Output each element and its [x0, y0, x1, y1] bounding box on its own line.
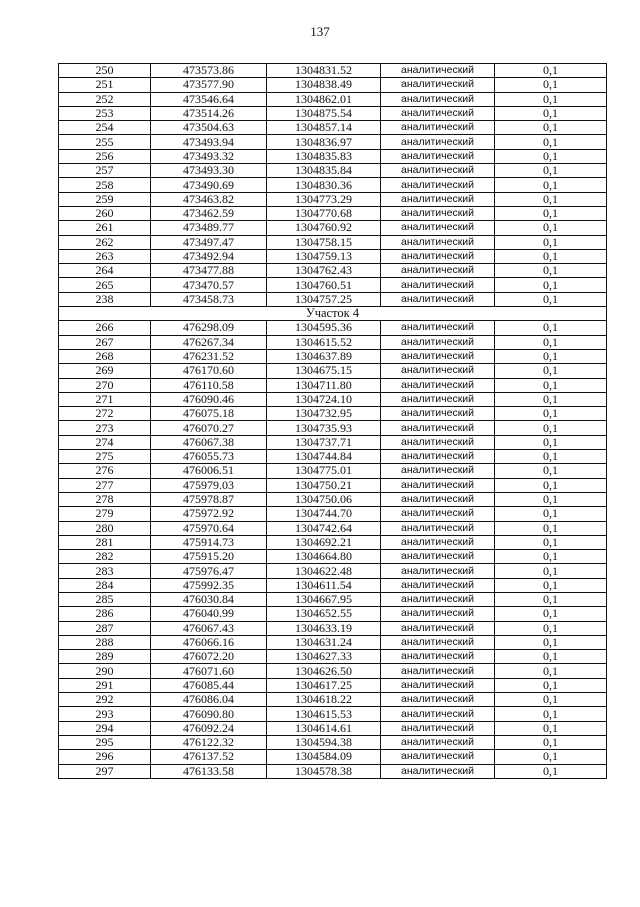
x-coordinate-cell: 473463.82: [151, 192, 267, 206]
x-coordinate-cell: 473493.30: [151, 164, 267, 178]
x-coordinate-cell: 476133.58: [151, 764, 267, 778]
table-row: [59, 206, 607, 220]
y-coordinate-cell: 1304750.06: [267, 492, 381, 506]
accuracy-cell: 0,1: [495, 450, 607, 464]
accuracy-cell: 0,1: [495, 464, 607, 478]
accuracy-cell: 0,1: [495, 149, 607, 163]
y-coordinate-cell: 1304835.84: [267, 164, 381, 178]
method-cell: аналитический: [381, 206, 495, 220]
table-row: [59, 750, 607, 764]
table-row: [59, 721, 607, 735]
point-number-cell: 250: [59, 64, 151, 78]
point-number-cell: 289: [59, 650, 151, 664]
point-number-cell: 270: [59, 378, 151, 392]
accuracy-cell: 0,1: [495, 678, 607, 692]
method-cell: аналитический: [381, 221, 495, 235]
table-row: [59, 135, 607, 149]
point-number-cell: 294: [59, 721, 151, 735]
point-number-cell: 290: [59, 664, 151, 678]
accuracy-cell: 0,1: [495, 235, 607, 249]
table-row: [59, 664, 607, 678]
accuracy-cell: 0,1: [495, 292, 607, 306]
accuracy-cell: 0,1: [495, 335, 607, 349]
accuracy-cell: 0,1: [495, 621, 607, 635]
accuracy-cell: 0,1: [495, 521, 607, 535]
y-coordinate-cell: 1304857.14: [267, 121, 381, 135]
x-coordinate-cell: 475979.03: [151, 478, 267, 492]
method-cell: аналитический: [381, 478, 495, 492]
y-coordinate-cell: 1304667.95: [267, 592, 381, 606]
table-row: [59, 635, 607, 649]
method-cell: аналитический: [381, 750, 495, 764]
accuracy-cell: 0,1: [495, 192, 607, 206]
accuracy-cell: 0,1: [495, 492, 607, 506]
accuracy-cell: 0,1: [495, 321, 607, 335]
method-cell: аналитический: [381, 693, 495, 707]
y-coordinate-cell: 1304775.01: [267, 464, 381, 478]
y-coordinate-cell: 1304770.68: [267, 206, 381, 220]
y-coordinate-cell: 1304732.95: [267, 407, 381, 421]
table-row: [59, 335, 607, 349]
accuracy-cell: 0,1: [495, 535, 607, 549]
point-number-cell: 262: [59, 235, 151, 249]
x-coordinate-cell: 476066.16: [151, 635, 267, 649]
y-coordinate-cell: 1304762.43: [267, 264, 381, 278]
x-coordinate-cell: 476075.18: [151, 407, 267, 421]
point-number-cell: 265: [59, 278, 151, 292]
method-cell: аналитический: [381, 278, 495, 292]
x-coordinate-cell: 473497.47: [151, 235, 267, 249]
method-cell: аналитический: [381, 550, 495, 564]
point-number-cell: 297: [59, 764, 151, 778]
accuracy-cell: 0,1: [495, 364, 607, 378]
method-cell: аналитический: [381, 621, 495, 635]
point-number-cell: 256: [59, 149, 151, 163]
point-number-cell: 269: [59, 364, 151, 378]
x-coordinate-cell: 476122.32: [151, 735, 267, 749]
x-coordinate-cell: 476090.80: [151, 707, 267, 721]
method-cell: аналитический: [381, 106, 495, 120]
accuracy-cell: 0,1: [495, 221, 607, 235]
point-number-cell: 258: [59, 178, 151, 192]
table-row: [59, 707, 607, 721]
method-cell: аналитический: [381, 135, 495, 149]
method-cell: аналитический: [381, 392, 495, 406]
table-row: [59, 607, 607, 621]
point-number-cell: 268: [59, 349, 151, 363]
method-cell: аналитический: [381, 635, 495, 649]
accuracy-cell: 0,1: [495, 164, 607, 178]
x-coordinate-cell: 476267.34: [151, 335, 267, 349]
accuracy-cell: 0,1: [495, 392, 607, 406]
x-coordinate-cell: 473504.63: [151, 121, 267, 135]
point-number-cell: 287: [59, 621, 151, 635]
x-coordinate-cell: 476030.84: [151, 592, 267, 606]
method-cell: аналитический: [381, 678, 495, 692]
y-coordinate-cell: 1304615.52: [267, 335, 381, 349]
table-row: [59, 378, 607, 392]
method-cell: аналитический: [381, 121, 495, 135]
accuracy-cell: 0,1: [495, 249, 607, 263]
table-row: [59, 564, 607, 578]
x-coordinate-cell: 473470.57: [151, 278, 267, 292]
x-coordinate-cell: 473573.86: [151, 64, 267, 78]
method-cell: аналитический: [381, 249, 495, 263]
x-coordinate-cell: 476110.58: [151, 378, 267, 392]
point-number-cell: 295: [59, 735, 151, 749]
point-number-cell: 263: [59, 249, 151, 263]
method-cell: аналитический: [381, 592, 495, 606]
y-coordinate-cell: 1304744.84: [267, 450, 381, 464]
point-number-cell: 266: [59, 321, 151, 335]
x-coordinate-cell: 473477.88: [151, 264, 267, 278]
x-coordinate-cell: 475914.73: [151, 535, 267, 549]
y-coordinate-cell: 1304831.52: [267, 64, 381, 78]
y-coordinate-cell: 1304622.48: [267, 564, 381, 578]
y-coordinate-cell: 1304615.53: [267, 707, 381, 721]
y-coordinate-cell: 1304711.80: [267, 378, 381, 392]
point-number-cell: 285: [59, 592, 151, 606]
point-number-cell: 260: [59, 206, 151, 220]
point-number-cell: 259: [59, 192, 151, 206]
accuracy-cell: 0,1: [495, 650, 607, 664]
point-number-cell: 281: [59, 535, 151, 549]
x-coordinate-cell: 473514.26: [151, 106, 267, 120]
method-cell: аналитический: [381, 507, 495, 521]
section-header-row: [59, 307, 607, 321]
table-row: [59, 349, 607, 363]
accuracy-cell: 0,1: [495, 707, 607, 721]
method-cell: аналитический: [381, 521, 495, 535]
table-row: [59, 78, 607, 92]
accuracy-cell: 0,1: [495, 592, 607, 606]
point-number-cell: 264: [59, 264, 151, 278]
y-coordinate-cell: 1304759.13: [267, 249, 381, 263]
x-coordinate-cell: 473462.59: [151, 206, 267, 220]
accuracy-cell: 0,1: [495, 693, 607, 707]
x-coordinate-cell: 473490.69: [151, 178, 267, 192]
point-number-cell: 261: [59, 221, 151, 235]
table-row: [59, 221, 607, 235]
y-coordinate-cell: 1304664.80: [267, 550, 381, 564]
table-row: [59, 621, 607, 635]
method-cell: аналитический: [381, 192, 495, 206]
table-row: [59, 478, 607, 492]
method-cell: аналитический: [381, 464, 495, 478]
accuracy-cell: 0,1: [495, 635, 607, 649]
point-number-cell: 255: [59, 135, 151, 149]
accuracy-cell: 0,1: [495, 607, 607, 621]
method-cell: аналитический: [381, 364, 495, 378]
point-number-cell: 291: [59, 678, 151, 692]
y-coordinate-cell: 1304594.38: [267, 735, 381, 749]
y-coordinate-cell: 1304875.54: [267, 106, 381, 120]
y-coordinate-cell: 1304595.36: [267, 321, 381, 335]
table-row: [59, 235, 607, 249]
y-coordinate-cell: 1304675.15: [267, 364, 381, 378]
table-row: [59, 492, 607, 506]
point-number-cell: 251: [59, 78, 151, 92]
x-coordinate-cell: 476137.52: [151, 750, 267, 764]
accuracy-cell: 0,1: [495, 721, 607, 735]
table-row: [59, 392, 607, 406]
y-coordinate-cell: 1304611.54: [267, 578, 381, 592]
method-cell: аналитический: [381, 535, 495, 549]
point-number-cell: 283: [59, 564, 151, 578]
table-row: [59, 693, 607, 707]
accuracy-cell: 0,1: [495, 735, 607, 749]
accuracy-cell: 0,1: [495, 206, 607, 220]
y-coordinate-cell: 1304757.25: [267, 292, 381, 306]
table-row: [59, 521, 607, 535]
y-coordinate-cell: 1304617.25: [267, 678, 381, 692]
x-coordinate-cell: 476170.60: [151, 364, 267, 378]
y-coordinate-cell: 1304692.21: [267, 535, 381, 549]
method-cell: аналитический: [381, 264, 495, 278]
point-number-cell: 280: [59, 521, 151, 535]
y-coordinate-cell: 1304830.36: [267, 178, 381, 192]
x-coordinate-cell: 473546.64: [151, 92, 267, 106]
accuracy-cell: 0,1: [495, 378, 607, 392]
method-cell: аналитический: [381, 492, 495, 506]
point-number-cell: 288: [59, 635, 151, 649]
method-cell: аналитический: [381, 735, 495, 749]
accuracy-cell: 0,1: [495, 135, 607, 149]
x-coordinate-cell: 476055.73: [151, 450, 267, 464]
y-coordinate-cell: 1304862.01: [267, 92, 381, 106]
table-row: [59, 321, 607, 335]
method-cell: аналитический: [381, 435, 495, 449]
x-coordinate-cell: 473492.94: [151, 249, 267, 263]
accuracy-cell: 0,1: [495, 78, 607, 92]
table-row: [59, 278, 607, 292]
method-cell: аналитический: [381, 450, 495, 464]
point-number-cell: 273: [59, 421, 151, 435]
point-number-cell: 284: [59, 578, 151, 592]
accuracy-cell: 0,1: [495, 550, 607, 564]
point-number-cell: 274: [59, 435, 151, 449]
x-coordinate-cell: 476067.43: [151, 621, 267, 635]
accuracy-cell: 0,1: [495, 421, 607, 435]
method-cell: аналитический: [381, 78, 495, 92]
accuracy-cell: 0,1: [495, 578, 607, 592]
table-row: [59, 192, 607, 206]
x-coordinate-cell: 476085.44: [151, 678, 267, 692]
y-coordinate-cell: 1304835.83: [267, 149, 381, 163]
point-number-cell: 286: [59, 607, 151, 621]
method-cell: аналитический: [381, 564, 495, 578]
y-coordinate-cell: 1304633.19: [267, 621, 381, 635]
accuracy-cell: 0,1: [495, 507, 607, 521]
method-cell: аналитический: [381, 349, 495, 363]
accuracy-cell: 0,1: [495, 264, 607, 278]
table-row: [59, 92, 607, 106]
x-coordinate-cell: 473458.73: [151, 292, 267, 306]
y-coordinate-cell: 1304618.22: [267, 693, 381, 707]
y-coordinate-cell: 1304750.21: [267, 478, 381, 492]
y-coordinate-cell: 1304735.93: [267, 421, 381, 435]
method-cell: аналитический: [381, 764, 495, 778]
accuracy-cell: 0,1: [495, 564, 607, 578]
coordinates-table: [58, 63, 607, 779]
x-coordinate-cell: 475976.47: [151, 564, 267, 578]
method-cell: аналитический: [381, 92, 495, 106]
y-coordinate-cell: 1304724.10: [267, 392, 381, 406]
method-cell: аналитический: [381, 149, 495, 163]
x-coordinate-cell: 476006.51: [151, 464, 267, 478]
table-row: [59, 550, 607, 564]
x-coordinate-cell: 476040.99: [151, 607, 267, 621]
accuracy-cell: 0,1: [495, 278, 607, 292]
x-coordinate-cell: 476070.27: [151, 421, 267, 435]
y-coordinate-cell: 1304614.61: [267, 721, 381, 735]
accuracy-cell: 0,1: [495, 106, 607, 120]
y-coordinate-cell: 1304760.92: [267, 221, 381, 235]
point-number-cell: 272: [59, 407, 151, 421]
accuracy-cell: 0,1: [495, 178, 607, 192]
y-coordinate-cell: 1304737.71: [267, 435, 381, 449]
x-coordinate-cell: 473489.77: [151, 221, 267, 235]
accuracy-cell: 0,1: [495, 478, 607, 492]
x-coordinate-cell: 476067.38: [151, 435, 267, 449]
method-cell: аналитический: [381, 235, 495, 249]
point-number-cell: 254: [59, 121, 151, 135]
method-cell: аналитический: [381, 707, 495, 721]
table-row: [59, 407, 607, 421]
accuracy-cell: 0,1: [495, 64, 607, 78]
point-number-cell: 292: [59, 693, 151, 707]
point-number-cell: 271: [59, 392, 151, 406]
method-cell: аналитический: [381, 64, 495, 78]
method-cell: аналитический: [381, 292, 495, 306]
table-row: [59, 764, 607, 778]
accuracy-cell: 0,1: [495, 349, 607, 363]
x-coordinate-cell: 475972.92: [151, 507, 267, 521]
y-coordinate-cell: 1304760.51: [267, 278, 381, 292]
y-coordinate-cell: 1304637.89: [267, 349, 381, 363]
x-coordinate-cell: 475978.87: [151, 492, 267, 506]
table-row: [59, 149, 607, 163]
y-coordinate-cell: 1304773.29: [267, 192, 381, 206]
point-number-cell: 296: [59, 750, 151, 764]
x-coordinate-cell: 475992.35: [151, 578, 267, 592]
table-row: [59, 249, 607, 263]
table-row: [59, 164, 607, 178]
table-row: [59, 264, 607, 278]
x-coordinate-cell: 476086.04: [151, 693, 267, 707]
y-coordinate-cell: 1304836.97: [267, 135, 381, 149]
y-coordinate-cell: 1304626.50: [267, 664, 381, 678]
method-cell: аналитический: [381, 650, 495, 664]
table-row: [59, 650, 607, 664]
accuracy-cell: 0,1: [495, 121, 607, 135]
table-row: [59, 421, 607, 435]
accuracy-cell: 0,1: [495, 750, 607, 764]
table-row: [59, 507, 607, 521]
point-number-cell: 277: [59, 478, 151, 492]
y-coordinate-cell: 1304652.55: [267, 607, 381, 621]
x-coordinate-cell: 476231.52: [151, 349, 267, 363]
point-number-cell: 257: [59, 164, 151, 178]
x-coordinate-cell: 473493.94: [151, 135, 267, 149]
table-row: [59, 592, 607, 606]
method-cell: аналитический: [381, 421, 495, 435]
table-row: [59, 178, 607, 192]
method-cell: аналитический: [381, 721, 495, 735]
point-number-cell: 252: [59, 92, 151, 106]
table-row: [59, 578, 607, 592]
table-row: [59, 364, 607, 378]
method-cell: аналитический: [381, 164, 495, 178]
point-number-cell: 267: [59, 335, 151, 349]
table-row: [59, 106, 607, 120]
y-coordinate-cell: 1304744.70: [267, 507, 381, 521]
method-cell: аналитический: [381, 378, 495, 392]
y-coordinate-cell: 1304584.09: [267, 750, 381, 764]
point-number-cell: 238: [59, 292, 151, 306]
table-row: [59, 464, 607, 478]
y-coordinate-cell: 1304578.38: [267, 764, 381, 778]
point-number-cell: 275: [59, 450, 151, 464]
point-number-cell: 278: [59, 492, 151, 506]
x-coordinate-cell: 476298.09: [151, 321, 267, 335]
accuracy-cell: 0,1: [495, 664, 607, 678]
x-coordinate-cell: 475970.64: [151, 521, 267, 535]
x-coordinate-cell: 476090.46: [151, 392, 267, 406]
point-number-cell: 293: [59, 707, 151, 721]
page-number: 137: [310, 24, 330, 39]
point-number-cell: 279: [59, 507, 151, 521]
y-coordinate-cell: 1304742.64: [267, 521, 381, 535]
x-coordinate-cell: 475915.20: [151, 550, 267, 564]
x-coordinate-cell: 476071.60: [151, 664, 267, 678]
table-row: [59, 735, 607, 749]
method-cell: аналитический: [381, 407, 495, 421]
method-cell: аналитический: [381, 321, 495, 335]
accuracy-cell: 0,1: [495, 435, 607, 449]
table-body: [59, 64, 607, 779]
y-coordinate-cell: 1304627.33: [267, 650, 381, 664]
x-coordinate-cell: 473493.32: [151, 149, 267, 163]
table-row: [59, 678, 607, 692]
y-coordinate-cell: 1304758.15: [267, 235, 381, 249]
method-cell: аналитический: [381, 335, 495, 349]
accuracy-cell: 0,1: [495, 92, 607, 106]
accuracy-cell: 0,1: [495, 764, 607, 778]
method-cell: аналитический: [381, 178, 495, 192]
x-coordinate-cell: 473577.90: [151, 78, 267, 92]
table-row: [59, 535, 607, 549]
table-row: [59, 64, 607, 78]
table-row: [59, 450, 607, 464]
method-cell: аналитический: [381, 578, 495, 592]
section-title: Участок 4: [59, 307, 607, 321]
method-cell: аналитический: [381, 664, 495, 678]
y-coordinate-cell: 1304631.24: [267, 635, 381, 649]
table-row: [59, 292, 607, 306]
point-number-cell: 282: [59, 550, 151, 564]
point-number-cell: 253: [59, 106, 151, 120]
table-row: [59, 121, 607, 135]
y-coordinate-cell: 1304838.49: [267, 78, 381, 92]
method-cell: аналитический: [381, 607, 495, 621]
x-coordinate-cell: 476092.24: [151, 721, 267, 735]
table-row: [59, 435, 607, 449]
accuracy-cell: 0,1: [495, 407, 607, 421]
x-coordinate-cell: 476072.20: [151, 650, 267, 664]
point-number-cell: 276: [59, 464, 151, 478]
